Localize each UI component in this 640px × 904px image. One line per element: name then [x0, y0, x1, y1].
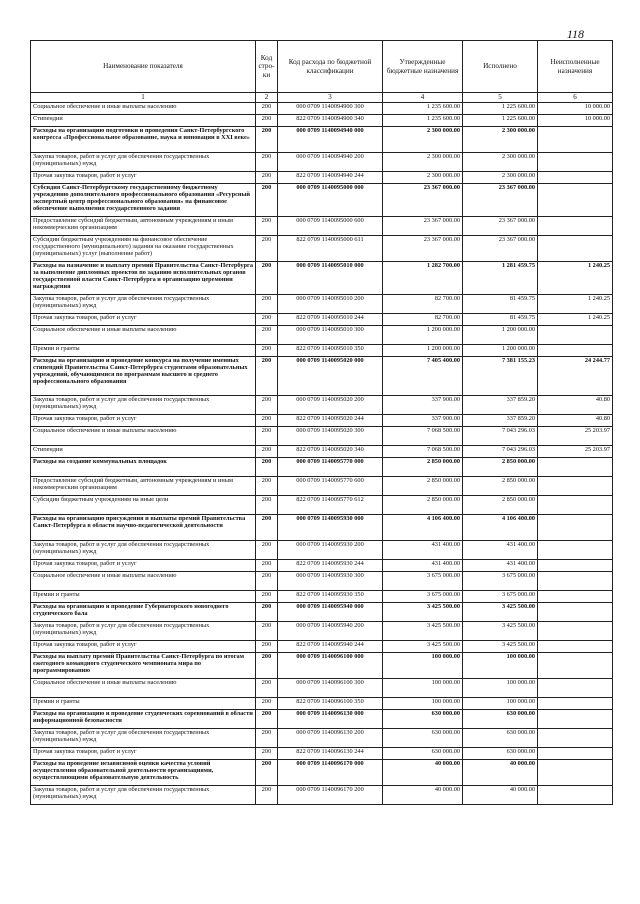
- row-expense-code: 000 0709 1140095010 000: [278, 262, 383, 295]
- row-executed-amount: 7 043 296.03: [463, 446, 538, 458]
- row-unexecuted-amount: [538, 786, 613, 805]
- row-expense-code: 000 0709 1140095930 000: [278, 515, 383, 541]
- row-unexecuted-amount: [538, 698, 613, 710]
- row-expense-code: 822 0709 1140094940 244: [278, 172, 383, 184]
- row-approved-amount: 7 068 500.00: [383, 427, 463, 446]
- row-approved-amount: 82 700.00: [383, 314, 463, 326]
- table-row: [31, 357, 613, 396]
- row-line-code: 200: [256, 127, 278, 153]
- table-row: [31, 641, 613, 653]
- row-name: Социальное обеспечение и иные выплаты населению: [31, 572, 256, 591]
- row-name: Социальное обеспечение и иные выплаты населению: [31, 103, 256, 115]
- row-approved-amount: 100 000.00: [383, 679, 463, 698]
- row-unexecuted-amount: [538, 477, 613, 496]
- row-executed-amount: 3 425 500.00: [463, 603, 538, 622]
- row-name: Прочая закупка товаров, работ и услуг: [31, 415, 256, 427]
- table-row: [31, 153, 613, 172]
- row-unexecuted-amount: [538, 729, 613, 748]
- row-approved-amount: 2 850 000.00: [383, 496, 463, 515]
- row-expense-code: 000 0709 1140096100 000: [278, 653, 383, 679]
- table-body: [31, 103, 613, 805]
- row-line-code: 200: [256, 560, 278, 572]
- row-expense-code: 000 0709 1140095930 200: [278, 541, 383, 560]
- row-name: Премии и гранты: [31, 345, 256, 357]
- row-expense-code: 000 0709 1140095010 300: [278, 326, 383, 345]
- row-unexecuted-amount: 24 244.77: [538, 357, 613, 396]
- row-name: Расходы на организацию и проведение студенческих соревнований в области информационной безопасности: [31, 710, 256, 729]
- row-expense-code: 000 0709 1140095020 300: [278, 427, 383, 446]
- table-row: [31, 103, 613, 115]
- row-approved-amount: 100 000.00: [383, 698, 463, 710]
- table-row: [31, 115, 613, 127]
- row-executed-amount: 2 300 000.00: [463, 153, 538, 172]
- row-executed-amount: 23 367 000.00: [463, 184, 538, 217]
- table-row: [31, 127, 613, 153]
- row-line-code: 200: [256, 679, 278, 698]
- row-line-code: 200: [256, 496, 278, 515]
- row-executed-amount: 81 459.75: [463, 295, 538, 314]
- row-line-code: 200: [256, 314, 278, 326]
- row-unexecuted-amount: [538, 496, 613, 515]
- table-row: [31, 345, 613, 357]
- row-line-code: 200: [256, 326, 278, 345]
- row-line-code: 200: [256, 786, 278, 805]
- row-name: Прочая закупка товаров, работ и услуг: [31, 172, 256, 184]
- row-approved-amount: 3 675 000.00: [383, 591, 463, 603]
- row-executed-amount: 81 459.75: [463, 314, 538, 326]
- column-number: 1: [31, 93, 256, 103]
- row-executed-amount: 1 200 000.00: [463, 326, 538, 345]
- row-executed-amount: 7 043 296.03: [463, 427, 538, 446]
- row-unexecuted-amount: 1 240.25: [538, 314, 613, 326]
- table-row: [31, 236, 613, 262]
- row-approved-amount: 3 425 500.00: [383, 622, 463, 641]
- row-executed-amount: 2 850 000.00: [463, 496, 538, 515]
- row-name: Субсидии бюджетным учреждениям на финансовое обеспечение государственного (муниципального) задания на оказание государственных (муниципальных) услуг (выполнение работ): [31, 236, 256, 262]
- row-name: Прочая закупка товаров, работ и услуг: [31, 641, 256, 653]
- row-executed-amount: 2 850 000.00: [463, 477, 538, 496]
- row-executed-amount: 7 381 155.23: [463, 357, 538, 396]
- row-approved-amount: 100 000.00: [383, 653, 463, 679]
- row-approved-amount: 3 675 000.00: [383, 572, 463, 591]
- row-line-code: 200: [256, 172, 278, 184]
- row-unexecuted-amount: [538, 622, 613, 641]
- row-unexecuted-amount: 25 203.97: [538, 427, 613, 446]
- row-name: Стипендии: [31, 115, 256, 127]
- row-name: Предоставление субсидий бюджетным, автономным учреждениям и иным некоммерческим организациям: [31, 477, 256, 496]
- row-executed-amount: 2 300 000.00: [463, 127, 538, 153]
- row-approved-amount: 2 300 000.00: [383, 127, 463, 153]
- row-executed-amount: 630 000.00: [463, 748, 538, 760]
- row-unexecuted-amount: [538, 560, 613, 572]
- row-line-code: 200: [256, 184, 278, 217]
- row-approved-amount: 1 235 600.00: [383, 103, 463, 115]
- row-expense-code: 000 0709 1140094940 000: [278, 127, 383, 153]
- row-unexecuted-amount: [538, 591, 613, 603]
- row-expense-code: 000 0709 1140095930 300: [278, 572, 383, 591]
- row-executed-amount: 23 367 000.00: [463, 236, 538, 262]
- row-expense-code: 000 0709 1140095940 200: [278, 622, 383, 641]
- row-expense-code: 000 0709 1140096130 200: [278, 729, 383, 748]
- row-unexecuted-amount: [538, 345, 613, 357]
- row-expense-code: 822 0709 1140096130 244: [278, 748, 383, 760]
- row-name: Расходы на организацию подготовки и проведения Санкт-Петербургского конгресса «Профессиональное образование, наука и инновации в XXI веке»: [31, 127, 256, 153]
- header-expense-code: Код расхода по бюджетной классификации: [278, 41, 383, 93]
- row-executed-amount: 3 675 000.00: [463, 572, 538, 591]
- row-approved-amount: 3 425 500.00: [383, 603, 463, 622]
- row-unexecuted-amount: [538, 217, 613, 236]
- header-approved: Утвержденные бюджетные назначения: [383, 41, 463, 93]
- row-approved-amount: 23 367 000.00: [383, 236, 463, 262]
- row-approved-amount: 2 850 000.00: [383, 458, 463, 477]
- table-row: [31, 326, 613, 345]
- row-line-code: 200: [256, 217, 278, 236]
- row-expense-code: 822 0709 1140095020 340: [278, 446, 383, 458]
- row-executed-amount: 1 225 600.00: [463, 103, 538, 115]
- row-approved-amount: 431 400.00: [383, 541, 463, 560]
- table-row: [31, 710, 613, 729]
- row-executed-amount: 100 000.00: [463, 653, 538, 679]
- row-line-code: 200: [256, 427, 278, 446]
- row-approved-amount: 1 235 600.00: [383, 115, 463, 127]
- row-name: Прочая закупка товаров, работ и услуг: [31, 560, 256, 572]
- row-executed-amount: 1 225 600.00: [463, 115, 538, 127]
- table-row: [31, 496, 613, 515]
- row-expense-code: 000 0709 1140096100 300: [278, 679, 383, 698]
- table-row: [31, 698, 613, 710]
- table-row: [31, 603, 613, 622]
- row-approved-amount: 2 300 000.00: [383, 153, 463, 172]
- row-approved-amount: 337 900.00: [383, 415, 463, 427]
- row-expense-code: 000 0709 1140094940 200: [278, 153, 383, 172]
- row-name: Расходы на выплату премий Правительства Санкт-Петербурга по итогам ежегодного командного студенческого чемпионата мира по программированию: [31, 653, 256, 679]
- row-executed-amount: 2 850 000.00: [463, 458, 538, 477]
- row-approved-amount: 630 000.00: [383, 748, 463, 760]
- row-executed-amount: 3 425 500.00: [463, 641, 538, 653]
- row-unexecuted-amount: [538, 153, 613, 172]
- row-executed-amount: 337 859.20: [463, 396, 538, 415]
- row-line-code: 200: [256, 572, 278, 591]
- row-name: Расходы на организацию и проведение Губернаторского новогоднего студенческого бала: [31, 603, 256, 622]
- column-number-row: [31, 93, 613, 103]
- row-name: Субсидии бюджетным учреждениям на иные цели: [31, 496, 256, 515]
- row-line-code: 200: [256, 622, 278, 641]
- row-name: Закупка товаров, работ и услуг для обеспечения государственных (муниципальных) нужд: [31, 153, 256, 172]
- row-executed-amount: 3 425 500.00: [463, 622, 538, 641]
- row-unexecuted-amount: 10 000.00: [538, 115, 613, 127]
- row-name: Расходы на проведение независимой оценки качества условий осуществления образовательной деятельности организациями, осуществляющими образовательную деятельность: [31, 760, 256, 786]
- row-unexecuted-amount: [538, 603, 613, 622]
- row-executed-amount: 1 281 459.75: [463, 262, 538, 295]
- table-row: [31, 786, 613, 805]
- row-executed-amount: 431 400.00: [463, 541, 538, 560]
- page-number: 118: [566, 27, 584, 41]
- row-line-code: 200: [256, 236, 278, 262]
- row-unexecuted-amount: 1 240.25: [538, 295, 613, 314]
- row-unexecuted-amount: 10 000.00: [538, 103, 613, 115]
- row-expense-code: 000 0709 1140095770 000: [278, 458, 383, 477]
- row-executed-amount: 630 000.00: [463, 729, 538, 748]
- budget-execution-table: [30, 40, 613, 805]
- row-name: Закупка товаров, работ и услуг для обеспечения государственных (муниципальных) нужд: [31, 541, 256, 560]
- row-approved-amount: 23 367 000.00: [383, 184, 463, 217]
- row-unexecuted-amount: [538, 236, 613, 262]
- row-line-code: 200: [256, 295, 278, 314]
- row-approved-amount: 1 200 000.00: [383, 345, 463, 357]
- table-row: [31, 172, 613, 184]
- row-executed-amount: 337 859.20: [463, 415, 538, 427]
- row-line-code: 200: [256, 262, 278, 295]
- row-expense-code: 822 0709 1140095930 350: [278, 591, 383, 603]
- row-expense-code: 000 0709 1140095010 200: [278, 295, 383, 314]
- row-name: Прочая закупка товаров, работ и услуг: [31, 748, 256, 760]
- row-line-code: 200: [256, 515, 278, 541]
- row-approved-amount: 7 405 400.00: [383, 357, 463, 396]
- row-executed-amount: 23 367 000.00: [463, 217, 538, 236]
- row-name: Прочая закупка товаров, работ и услуг: [31, 314, 256, 326]
- row-approved-amount: 4 106 400.00: [383, 515, 463, 541]
- row-line-code: 200: [256, 591, 278, 603]
- row-unexecuted-amount: [538, 172, 613, 184]
- row-expense-code: 822 0709 1140095000 611: [278, 236, 383, 262]
- row-executed-amount: 3 675 000.00: [463, 591, 538, 603]
- row-approved-amount: 3 425 500.00: [383, 641, 463, 653]
- row-name: Расходы на назначение и выплату премий Правительства Санкт-Петербурга за выполнение дипломных проектов по заданию исполнительных органов государственной власти Санкт-Петербурга и организацию церемонии награждения: [31, 262, 256, 295]
- header-line-code: Код стро-ки: [256, 41, 278, 93]
- table-row: [31, 427, 613, 446]
- row-line-code: 200: [256, 710, 278, 729]
- row-name: Закупка товаров, работ и услуг для обеспечения государственных (муниципальных) нужд: [31, 295, 256, 314]
- row-expense-code: 822 0709 1140095940 244: [278, 641, 383, 653]
- table-row: [31, 560, 613, 572]
- row-expense-code: 822 0709 1140095010 350: [278, 345, 383, 357]
- row-approved-amount: 337 900.00: [383, 396, 463, 415]
- row-expense-code: 000 0709 1140095020 000: [278, 357, 383, 396]
- row-line-code: 200: [256, 446, 278, 458]
- row-line-code: 200: [256, 458, 278, 477]
- column-number: 6: [538, 93, 613, 103]
- row-expense-code: 000 0709 1140095000 000: [278, 184, 383, 217]
- column-number: 3: [278, 93, 383, 103]
- header-name: Наименование показателя: [31, 41, 256, 93]
- table-row: [31, 262, 613, 295]
- row-approved-amount: 1 200 000.00: [383, 326, 463, 345]
- row-executed-amount: 1 200 000.00: [463, 345, 538, 357]
- row-expense-code: 000 0709 1140095000 600: [278, 217, 383, 236]
- row-approved-amount: 40 000.00: [383, 760, 463, 786]
- row-line-code: 200: [256, 698, 278, 710]
- row-executed-amount: 40 000.00: [463, 786, 538, 805]
- row-expense-code: 822 0709 1140094900 340: [278, 115, 383, 127]
- row-expense-code: 000 0709 1140096170 000: [278, 760, 383, 786]
- row-executed-amount: 100 000.00: [463, 679, 538, 698]
- row-name: Закупка товаров, работ и услуг для обеспечения государственных (муниципальных) нужд: [31, 622, 256, 641]
- row-unexecuted-amount: 40.80: [538, 415, 613, 427]
- row-unexecuted-amount: [538, 515, 613, 541]
- row-name: Закупка товаров, работ и услуг для обеспечения государственных (муниципальных) нужд: [31, 396, 256, 415]
- row-name: Расходы на организацию и проведение конкурса на получение именных стипендий Правительства Санкт-Петербурга студентами образовательных учреждений, обучающимися по программам высшего и среднего профессионального образования: [31, 357, 256, 396]
- row-approved-amount: 630 000.00: [383, 729, 463, 748]
- row-line-code: 200: [256, 103, 278, 115]
- row-unexecuted-amount: [538, 184, 613, 217]
- row-name: Субсидия Санкт-Петербургскому государственному бюджетному учреждению дополнительного профессионального образования «Ресурсный экспертный центр профессионального образования» на финансовое обеспечение выполнения государственного задания: [31, 184, 256, 217]
- row-line-code: 200: [256, 415, 278, 427]
- row-name: Социальное обеспечение и иные выплаты населению: [31, 679, 256, 698]
- row-approved-amount: 1 282 700.00: [383, 262, 463, 295]
- header-unexecuted: Неисполненные назначения: [538, 41, 613, 93]
- row-approved-amount: 2 300 000.00: [383, 172, 463, 184]
- row-unexecuted-amount: [538, 127, 613, 153]
- row-approved-amount: 82 700.00: [383, 295, 463, 314]
- row-name: Расходы на организацию присуждения и выплаты премий Правительства Санкт-Петербурга в области научно-педагогической деятельности: [31, 515, 256, 541]
- table-row: [31, 314, 613, 326]
- row-unexecuted-amount: [538, 760, 613, 786]
- row-expense-code: 822 0709 1140095770 612: [278, 496, 383, 515]
- row-line-code: 200: [256, 748, 278, 760]
- row-line-code: 200: [256, 396, 278, 415]
- column-number: 2: [256, 93, 278, 103]
- row-expense-code: 000 0709 1140096130 000: [278, 710, 383, 729]
- table-row: [31, 415, 613, 427]
- row-unexecuted-amount: [538, 679, 613, 698]
- row-line-code: 200: [256, 541, 278, 560]
- row-executed-amount: 100 000.00: [463, 698, 538, 710]
- row-line-code: 200: [256, 153, 278, 172]
- table-row: [31, 295, 613, 314]
- row-approved-amount: 7 068 500.00: [383, 446, 463, 458]
- row-expense-code: 000 0709 1140094900 300: [278, 103, 383, 115]
- row-name: Закупка товаров, работ и услуг для обеспечения государственных (муниципальных) нужд: [31, 729, 256, 748]
- table-header-row: [31, 41, 613, 93]
- row-name: Премии и гранты: [31, 591, 256, 603]
- row-unexecuted-amount: [538, 641, 613, 653]
- row-line-code: 200: [256, 603, 278, 622]
- row-unexecuted-amount: 1 240.25: [538, 262, 613, 295]
- row-expense-code: 000 0709 1140095770 600: [278, 477, 383, 496]
- row-name: Расходы на создание коммунальных площадок: [31, 458, 256, 477]
- table-row: [31, 458, 613, 477]
- row-expense-code: 000 0709 1140095020 200: [278, 396, 383, 415]
- row-unexecuted-amount: 25 203.97: [538, 446, 613, 458]
- header-executed: Исполнено: [463, 41, 538, 93]
- row-unexecuted-amount: [538, 541, 613, 560]
- table-row: [31, 477, 613, 496]
- row-line-code: 200: [256, 345, 278, 357]
- column-number: 5: [463, 93, 538, 103]
- row-expense-code: 000 0709 1140096170 200: [278, 786, 383, 805]
- table-row: [31, 184, 613, 217]
- row-approved-amount: 23 367 000.00: [383, 217, 463, 236]
- row-line-code: 200: [256, 760, 278, 786]
- table-row: [31, 446, 613, 458]
- table-row: [31, 729, 613, 748]
- table-row: [31, 217, 613, 236]
- row-unexecuted-amount: [538, 748, 613, 760]
- row-expense-code: 822 0709 1140095020 244: [278, 415, 383, 427]
- row-expense-code: 822 0709 1140096100 350: [278, 698, 383, 710]
- row-line-code: 200: [256, 477, 278, 496]
- row-executed-amount: 40 000.00: [463, 760, 538, 786]
- row-name: Социальное обеспечение и иные выплаты населению: [31, 326, 256, 345]
- row-unexecuted-amount: [538, 653, 613, 679]
- row-name: Предоставление субсидий бюджетным, автономным учреждениям и иным некоммерческим организациям: [31, 217, 256, 236]
- row-approved-amount: 40 000.00: [383, 786, 463, 805]
- table-row: [31, 541, 613, 560]
- row-unexecuted-amount: [538, 572, 613, 591]
- table-row: [31, 760, 613, 786]
- row-expense-code: 822 0709 1140095930 244: [278, 560, 383, 572]
- row-expense-code: 822 0709 1140095010 244: [278, 314, 383, 326]
- row-name: Стипендии: [31, 446, 256, 458]
- row-approved-amount: 630 000.00: [383, 710, 463, 729]
- table-row: [31, 572, 613, 591]
- column-number: 4: [383, 93, 463, 103]
- row-line-code: 200: [256, 357, 278, 396]
- row-name: Социальное обеспечение и иные выплаты населению: [31, 427, 256, 446]
- row-executed-amount: 4 106 400.00: [463, 515, 538, 541]
- row-name: Премии и гранты: [31, 698, 256, 710]
- row-line-code: 200: [256, 115, 278, 127]
- row-line-code: 200: [256, 729, 278, 748]
- row-line-code: 200: [256, 641, 278, 653]
- row-unexecuted-amount: [538, 710, 613, 729]
- table-row: [31, 679, 613, 698]
- row-unexecuted-amount: 40.80: [538, 396, 613, 415]
- row-approved-amount: 2 850 000.00: [383, 477, 463, 496]
- row-name: Закупка товаров, работ и услуг для обеспечения государственных (муниципальных) нужд: [31, 786, 256, 805]
- row-executed-amount: 431 400.00: [463, 560, 538, 572]
- table-row: [31, 591, 613, 603]
- row-line-code: 200: [256, 653, 278, 679]
- table-row: [31, 515, 613, 541]
- row-expense-code: 000 0709 1140095940 000: [278, 603, 383, 622]
- row-executed-amount: 630 000.00: [463, 710, 538, 729]
- row-unexecuted-amount: [538, 326, 613, 345]
- table-row: [31, 748, 613, 760]
- row-executed-amount: 2 300 000.00: [463, 172, 538, 184]
- row-unexecuted-amount: [538, 458, 613, 477]
- table-row: [31, 622, 613, 641]
- row-approved-amount: 431 400.00: [383, 560, 463, 572]
- table-row: [31, 653, 613, 679]
- table-row: [31, 396, 613, 415]
